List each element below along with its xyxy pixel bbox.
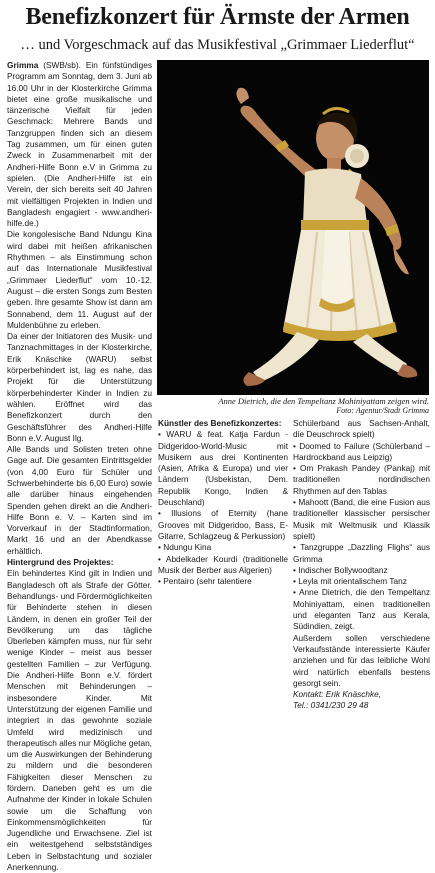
artist-item: • Ndungu Kina	[158, 542, 212, 553]
artist-item: • Illusions of Eternity (hane Grooves mit Didgeridoo, Bass, E-Gitarre, Schlagzeug & Perkussion)	[158, 508, 288, 541]
paragraph-band: Die kongolesische Band Ndungu Kina wird dabei mit heißen afrikanischen Rhythmen – als Einstimmung schon auf das Internationale Musikfestival „Grimmaer Liederflut“ vom 10.-12. August – die ersten Songs zum Besten geben. Ihre gesamte Show ist dann am Sonnabend, dem 11. August auf der Muldenbühne zu erleben.	[7, 229, 152, 330]
dateline: Grimma	[7, 60, 39, 70]
artist-item: • Om Prakash Pandey (Pankaj) mit traditionellen nordindischen Rhythmen auf den Tablas	[293, 463, 430, 496]
photo-caption: Anne Dietrich, die den Tempeltanz Mohiniyattam zeigen wird.	[218, 396, 429, 406]
artist-item: • Pentairo (sehr talentiere	[158, 576, 252, 587]
subheadline: … und Vorgeschmack auf das Musikfestival „Grimmaer Liederflut“	[20, 37, 415, 53]
section-heading-background: Hintergrund des Projektes:	[7, 557, 114, 568]
artist-item: • Anne Dietrich, die den Tempeltanz Mohiniyattam, einen traditionellen und eleganten Tanz aus Kerala, Südindien, zeigt.	[293, 587, 430, 632]
artist-item-continued: Schülerband aus Sachsen-Anhalt, die Deuschrock spielt)	[293, 418, 430, 440]
dancer-illustration	[157, 60, 429, 395]
paragraph-initiators: Da einer der Initiatoren des Musik- und Tanznachmittages in der Klosterkirche, Erik Knäschke (WARU) selbst körperbehindert ist, lag es nahe, das Projekt für die Unterstützung körperbehinderter Kinder in Indien zu wählen. Eröffnet wird das Benefizkonzert durch den Geschäftsführer des Andheri-Hilfe Bonn e.V. August Ilg.	[7, 331, 152, 443]
article-column-1	[7, 60, 152, 873]
phone-line: Tel.: 0341/230 29 48	[293, 700, 369, 711]
paragraph-intro	[7, 60, 152, 229]
article-column-3	[293, 418, 430, 750]
artist-item: • WARU & feat. Katja Fardun - Didgeridoo-World-Music mit Musikern aus drei Kontinenten (Asien, Afrika & Europa) und vier Ländern (Usbekistan, Dem. Republik Kongo, Indien & Deuschland)	[158, 429, 288, 508]
photo-credit: Foto: Agentur/Stadt Grimma	[336, 406, 429, 415]
artist-item: • Doomed to Failure (Schülerband – Hardrockband aus Leipzig)	[293, 440, 430, 462]
artist-item: • Indischer Bollywoodtanz	[293, 564, 388, 575]
contact-line: Kontakt: Erik Knäschke,	[293, 689, 382, 700]
intro-text: (SWB/sb). Ein fünfstündiges Programm am Sonntag, dem 3. Juni ab 16.00 Uhr in der Klosterkirche Grimma bietet eine große musikalische und tänzerische Vielfalt für jeden Geschmack: Mehrere Bands und Tanzgruppen finden sich an diesem Tag zusammen, um für einen guten Zweck in Zusammenarbeit mit der Andheri-Hilfe Bonn e.V in Grimma zu spielen. (Die Andheri-Hilfe ist ein Verein, der sich bereits seit 40 Jahren mit vielfältigen Projekten in Indien und Bangladesh engagiert - www.andheri-hilfe.de.)	[7, 60, 152, 229]
headline: Benefizkonzert für Ärmste der Armen	[25, 4, 410, 30]
paragraph-background: Ein behindertes Kind gilt in Indien und Bangladesch oft als Strafe der Götter. Behandlungs- und Fördermöglichkeiten für Behinderte stehen in diesen Ländern, in denen ein großer Teil der Bevölkerung um das tägliche Überleben kämpfen muss, nur für sehr wenige Kinder – meist aus besser gestellten Familien – zur Verfügung. Die Andheri-Hilfe Bonn e.V. fördert Menschen mit Behinderungen – insbesondere Kinder. Mit Unterstützung der eigenen Familie und integriert in das gewohnte soziale Umfeld wird medizinisch und therapeutisch alles nur Mögliche getan, um die Auswirkungen der Behinderung zu mildern und die besonderen Fähigkeiten dieser Menschen zu fördern. Daneben geht es um die Aufnahme der Kinder in lokale Schulen sowie um die Schaffung von Einkommensmöglichkeiten für Jugendliche und Erwachsene. Ziel ist ein weitestgehend selbstständiges Leben in Selbstachtung und sozialer Anerkennung.	[7, 568, 152, 873]
dancer-photo	[157, 60, 429, 395]
artist-item: • Abdelkader Kourdi (traditionelle Musik der Berber aus Algerien)	[158, 553, 288, 575]
closing-paragraph: Außerdem sollen verschiedene Verkaufsstände interessierte Käufer anziehen und für das leibliche Wohl wird natürlich ebenfalls bestens gesorgt sein.	[293, 632, 430, 688]
article-column-2	[158, 418, 288, 750]
paragraph-tickets: Alle Bands und Solisten treten ohne Gage auf. Die gesamten Eintrittsgelder (von 4,00 Euro für Schüler und Schwerbehinderte bis 6,00 Euro) sowie alle darüber hinaus eingehenden Spenden gehen direkt an die Andheri-Hilfe Bonn e. V. – Karten sind im Vorverkauf in der Stadtinformation, Markt 16 und an der Abendkasse erhältlich.	[7, 444, 152, 556]
artist-item: • Mahoott (Band, die eine Fusion aus traditioneller klassischer persischer Musik mit Weltmusik und Klassik spielt)	[293, 497, 430, 541]
artist-item: • Tanzgruppe „Dazzling Flighs“ aus Grimma	[293, 542, 430, 564]
artist-item: • Leyla mit orientalischem Tanz	[293, 576, 407, 587]
section-heading-artists: Künstler des Benefizkonzertes:	[158, 418, 282, 428]
